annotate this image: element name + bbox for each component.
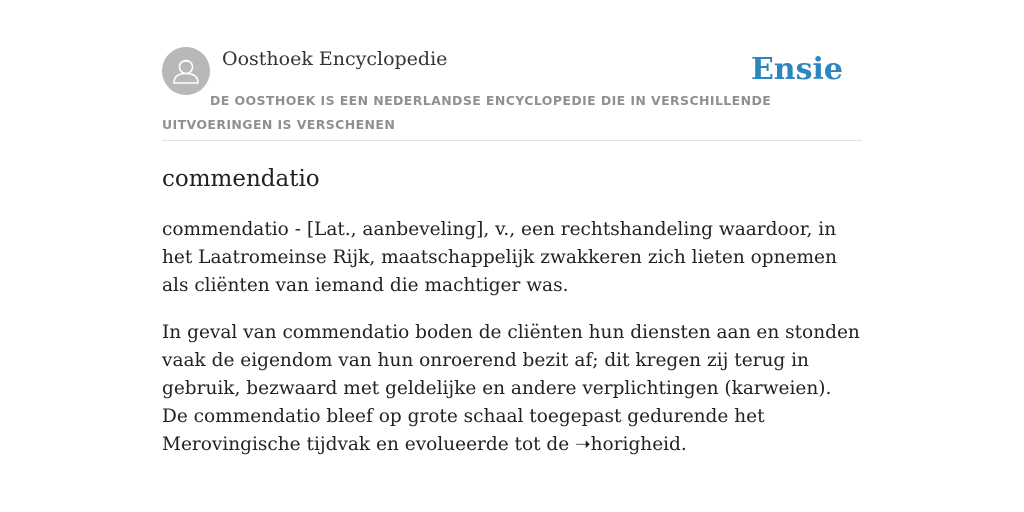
source-description: DE OOSTHOEK IS EEN NEDERLANDSE ENCYCLOPEDIE DIE IN VERSCHILLENDE UITVOERINGEN IS VERSCHENEN — [162, 93, 772, 132]
user-outline-icon — [162, 47, 210, 95]
article-paragraph-2 — [162, 319, 862, 459]
article-title: commendatio — [162, 166, 320, 192]
paragraph-2-text: In geval van commendatio boden de cliënten hun diensten aan en stonden vaak de eigendom van hun onroerend bezit af; dit kregen zij terug in gebruik, bezwaard met geldelijke en andere verplichtingen (karweien). De commendatio bleef op grote schaal toegepast gedurende het Merovingische tijdvak en evolueerde tot de — [162, 322, 860, 455]
source-avatar[interactable] — [162, 47, 210, 95]
source-header — [162, 47, 862, 141]
article-paragraph-1: commendatio - [Lat., aanbeveling], v., een rechtshandeling waardoor, in het Laatromeinse Rijk, maatschappelijk zwakkeren zich lieten opnemen als cliënten van iemand die machtiger was. — [162, 219, 837, 296]
source-title[interactable]: Oosthoek Encyclopedie — [222, 48, 448, 70]
horigheid-link-text: horigheid — [590, 434, 681, 455]
brand-logo[interactable]: Ensie — [750, 52, 843, 87]
paragraph-2-end: . — [680, 434, 687, 455]
article-body — [162, 216, 862, 478]
link-arrow-icon: ➝ — [575, 434, 591, 455]
horigheid-link[interactable] — [575, 434, 681, 455]
